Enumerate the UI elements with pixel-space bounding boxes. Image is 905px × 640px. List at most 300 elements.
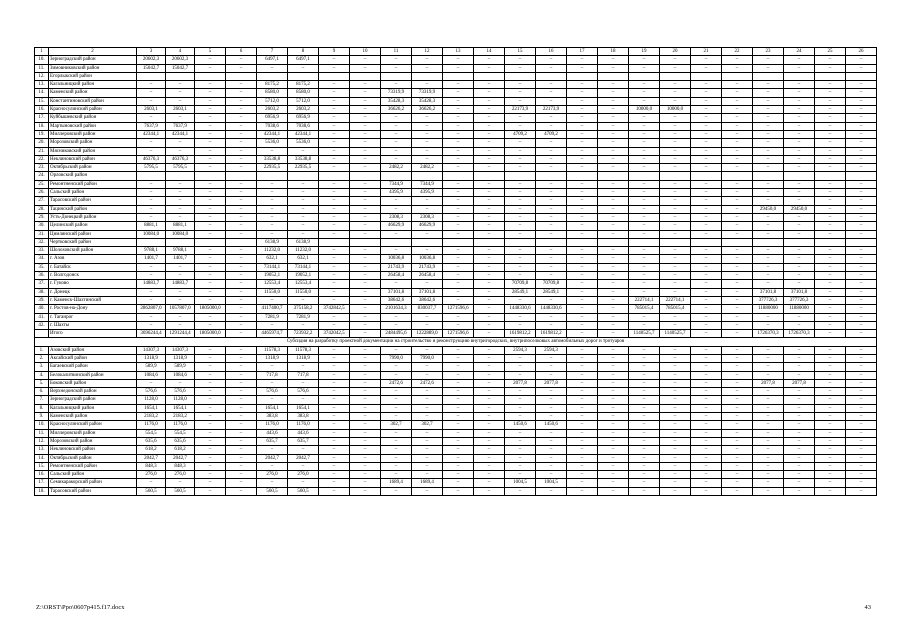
value-cell: – (536, 413, 567, 421)
row-number-cell: 27. (35, 197, 49, 205)
value-cell: – (660, 437, 691, 445)
value-cell: – (815, 321, 846, 329)
value-cell: 8 (288, 48, 319, 56)
table-row (35, 363, 877, 371)
value-cell: – (350, 164, 381, 172)
value-cell: – (598, 321, 629, 329)
value-cell: – (598, 288, 629, 296)
value-cell: 589,9 (137, 363, 166, 371)
value-cell: – (629, 363, 660, 371)
value-cell: – (505, 396, 536, 404)
value-cell: – (722, 205, 753, 213)
value-cell: – (567, 213, 598, 221)
value-cell: – (660, 205, 691, 213)
value-cell: – (166, 272, 195, 280)
value-cell: – (815, 106, 846, 114)
value-cell (691, 72, 722, 80)
value-cell (137, 172, 166, 180)
value-cell: 6956,9 (288, 114, 319, 122)
value-cell: 1805000,0 (195, 330, 226, 338)
value-cell: – (784, 479, 815, 487)
value-cell: – (598, 197, 629, 205)
value-cell: – (474, 454, 505, 462)
value-cell: – (598, 130, 629, 138)
table-row (35, 81, 877, 89)
value-cell: – (846, 462, 877, 470)
value-cell: – (567, 130, 598, 138)
value-cell: – (660, 255, 691, 263)
value-cell: – (598, 330, 629, 338)
value-cell: – (443, 147, 474, 155)
value-cell: 46376,3 (137, 155, 166, 163)
value-cell: – (815, 164, 846, 172)
value-cell: – (691, 296, 722, 304)
value-cell: – (567, 313, 598, 321)
value-cell: – (753, 213, 784, 221)
value-cell: 1128,0 (166, 396, 195, 404)
value-cell: – (474, 147, 505, 155)
value-cell: – (319, 106, 350, 114)
value-cell: – (753, 139, 784, 147)
value-cell: 618,2 (166, 446, 195, 454)
value-cell: 73319,9 (381, 89, 412, 97)
value-cell: – (629, 288, 660, 296)
value-cell: – (815, 222, 846, 230)
value-cell: – (567, 164, 598, 172)
value-cell: – (443, 97, 474, 105)
value-cell: – (722, 81, 753, 89)
value-cell: – (753, 404, 784, 412)
value-cell: – (815, 89, 846, 97)
value-cell: – (846, 305, 877, 313)
value-cell (381, 72, 412, 80)
value-cell (412, 238, 443, 246)
value-cell: – (319, 81, 350, 89)
value-cell (319, 172, 350, 180)
value-cell: – (815, 371, 846, 379)
value-cell: – (784, 272, 815, 280)
value-cell: – (846, 272, 877, 280)
table-row (35, 272, 877, 280)
value-cell: – (412, 321, 443, 329)
value-cell (443, 172, 474, 180)
row-number-cell: 24. (35, 172, 49, 180)
value-cell: – (226, 471, 257, 479)
value-cell: 28549,1 (536, 288, 567, 296)
value-cell: – (288, 180, 319, 188)
value-cell: – (815, 213, 846, 221)
value-cell: 560,5 (288, 487, 319, 495)
district-name-cell: г. Шахты (49, 321, 137, 329)
value-cell: – (536, 263, 567, 271)
value-cell: – (722, 296, 753, 304)
value-cell: – (288, 446, 319, 454)
value-cell: – (846, 363, 877, 371)
value-cell: – (505, 247, 536, 255)
value-cell (350, 72, 381, 80)
value-cell: 785015,4 (660, 305, 691, 313)
value-cell: – (412, 462, 443, 470)
value-cell: – (319, 272, 350, 280)
value-cell: – (319, 280, 350, 288)
value-cell: – (691, 164, 722, 172)
value-cell: 11550,0 (257, 288, 288, 296)
value-cell: – (846, 396, 877, 404)
value-cell: – (660, 363, 691, 371)
value-cell: 21743,9 (412, 263, 443, 271)
value-cell: – (629, 313, 660, 321)
value-cell: – (474, 346, 505, 354)
value-cell: – (691, 421, 722, 429)
district-name-cell: Тарасовский район (49, 487, 137, 495)
value-cell: – (722, 222, 753, 230)
value-cell: – (474, 255, 505, 263)
value-cell: – (753, 56, 784, 64)
value-cell: – (474, 404, 505, 412)
district-name-cell: Константиновский район (49, 97, 137, 105)
value-cell: – (536, 164, 567, 172)
value-cell: 2183,2 (166, 413, 195, 421)
value-cell: – (319, 404, 350, 412)
value-cell: – (350, 139, 381, 147)
value-cell: – (598, 106, 629, 114)
value-cell: – (629, 462, 660, 470)
value-cell: 8175,2 (288, 81, 319, 89)
value-cell: – (815, 205, 846, 213)
value-cell: – (722, 354, 753, 362)
value-cell: – (195, 437, 226, 445)
value-cell: – (815, 379, 846, 387)
value-cell: – (319, 388, 350, 396)
value-cell: – (474, 222, 505, 230)
value-cell: 1004,5 (536, 479, 567, 487)
value-cell: – (567, 255, 598, 263)
value-cell: – (505, 56, 536, 64)
value-cell: – (846, 130, 877, 138)
value-cell: – (598, 446, 629, 454)
table-row (35, 205, 877, 213)
value-cell: – (629, 413, 660, 421)
value-cell: – (166, 97, 195, 105)
value-cell: 2484495,6 (381, 330, 412, 338)
value-cell (691, 172, 722, 180)
row-number-cell: 13. (35, 446, 49, 454)
value-cell: – (846, 388, 877, 396)
row-number-cell: 30. (35, 222, 49, 230)
value-cell (195, 72, 226, 80)
value-cell: – (629, 56, 660, 64)
table-row (35, 296, 877, 304)
district-name-cell: г. Донецк (49, 288, 137, 296)
value-cell: – (660, 114, 691, 122)
value-cell: – (443, 197, 474, 205)
value-cell: – (381, 114, 412, 122)
value-cell: – (722, 363, 753, 371)
value-cell: – (722, 487, 753, 495)
value-cell: – (412, 363, 443, 371)
value-cell: 1222889,0 (412, 330, 443, 338)
value-cell: – (474, 139, 505, 147)
row-number-cell: 14. (35, 89, 49, 97)
value-cell: – (536, 313, 567, 321)
value-cell: – (474, 180, 505, 188)
value-cell: 2042,7 (137, 454, 166, 462)
value-cell: – (846, 255, 877, 263)
value-cell: 37101,8 (753, 288, 784, 296)
value-cell: – (598, 429, 629, 437)
value-cell: – (288, 197, 319, 205)
value-cell: – (443, 180, 474, 188)
value-cell: – (443, 155, 474, 163)
value-cell: – (226, 413, 257, 421)
value-cell: 4395,9 (412, 189, 443, 197)
value-cell: – (815, 81, 846, 89)
value-cell: – (505, 313, 536, 321)
value-cell: – (195, 454, 226, 462)
value-cell: – (567, 371, 598, 379)
table-row (35, 429, 877, 437)
value-cell: – (660, 197, 691, 205)
value-cell: – (784, 247, 815, 255)
district-name-cell: Азовский район (49, 346, 137, 354)
value-cell: – (226, 363, 257, 371)
value-cell: 1805000,0 (195, 305, 226, 313)
value-cell: – (350, 396, 381, 404)
value-cell: – (753, 114, 784, 122)
value-cell: – (536, 222, 567, 230)
value-cell: – (598, 97, 629, 105)
value-cell: – (474, 272, 505, 280)
value-cell: – (350, 296, 381, 304)
value-cell: – (753, 454, 784, 462)
value-cell: – (784, 114, 815, 122)
value-cell: – (319, 471, 350, 479)
value-cell: – (350, 180, 381, 188)
value-cell: 33538,8 (257, 155, 288, 163)
value-cell: – (846, 164, 877, 172)
value-cell: – (226, 114, 257, 122)
value-cell: – (195, 155, 226, 163)
value-cell: – (474, 197, 505, 205)
value-cell: – (226, 106, 257, 114)
value-cell: – (691, 255, 722, 263)
value-cell: – (784, 180, 815, 188)
value-cell: – (443, 230, 474, 238)
value-cell: – (226, 263, 257, 271)
value-cell: – (846, 180, 877, 188)
value-cell: 42344,1 (288, 130, 319, 138)
value-cell: – (443, 64, 474, 72)
value-cell: – (722, 413, 753, 421)
table-row (35, 130, 877, 138)
value-cell: – (691, 487, 722, 495)
value-cell: – (784, 255, 815, 263)
row-number-cell: 22. (35, 155, 49, 163)
value-cell: – (722, 56, 753, 64)
value-cell: – (226, 272, 257, 280)
value-cell: – (474, 363, 505, 371)
district-name-cell: Зерноградский район (49, 56, 137, 64)
value-cell: – (536, 404, 567, 412)
value-cell: 618,2 (137, 446, 166, 454)
value-cell: – (846, 122, 877, 130)
value-cell: 635,7 (257, 437, 288, 445)
value-cell: – (567, 354, 598, 362)
value-cell: – (691, 454, 722, 462)
value-cell: – (567, 404, 598, 412)
value-cell: – (536, 89, 567, 97)
value-cell: 1318,9 (288, 354, 319, 362)
district-name-cell: Итого (49, 330, 137, 338)
value-cell: – (598, 487, 629, 495)
value-cell: – (412, 81, 443, 89)
value-cell: 11232,0 (288, 247, 319, 255)
value-cell: – (319, 446, 350, 454)
value-cell: – (784, 404, 815, 412)
value-cell: – (505, 321, 536, 329)
value-cell: 22173,9 (536, 106, 567, 114)
value-cell: – (166, 379, 195, 387)
value-cell: – (536, 446, 567, 454)
value-cell: – (567, 363, 598, 371)
value-cell: – (319, 413, 350, 421)
value-cell: – (412, 454, 443, 462)
value-cell: 8881,1 (166, 222, 195, 230)
value-cell: – (691, 371, 722, 379)
district-name-cell: г. Таганрог (49, 313, 137, 321)
value-cell: – (381, 247, 412, 255)
value-cell: – (381, 147, 412, 155)
value-cell: – (815, 313, 846, 321)
district-name-cell: Неклиновский район (49, 446, 137, 454)
district-name-cell: Каменский район (49, 89, 137, 97)
value-cell: – (350, 114, 381, 122)
table-row (35, 346, 877, 354)
value-cell: – (412, 147, 443, 155)
value-cell: – (567, 147, 598, 155)
value-cell: – (598, 396, 629, 404)
value-cell: – (660, 487, 691, 495)
value-cell: – (598, 388, 629, 396)
value-cell: – (784, 106, 815, 114)
value-cell (722, 238, 753, 246)
value-cell: – (226, 213, 257, 221)
value-cell: 1318,9 (166, 354, 195, 362)
value-cell: 2603,1 (137, 106, 166, 114)
value-cell: – (195, 429, 226, 437)
value-cell: – (567, 321, 598, 329)
value-cell: – (629, 89, 660, 97)
value-cell: 18 (598, 48, 629, 56)
value-cell: – (226, 247, 257, 255)
value-cell: 4117400,7 (257, 305, 288, 313)
value-cell: – (598, 272, 629, 280)
value-cell: – (753, 147, 784, 155)
value-cell: – (257, 213, 288, 221)
value-cell: – (319, 346, 350, 354)
value-cell: – (226, 404, 257, 412)
value-cell: – (629, 247, 660, 255)
value-cell: 443,6 (257, 429, 288, 437)
value-cell: – (412, 64, 443, 72)
table-row (35, 371, 877, 379)
value-cell: – (195, 64, 226, 72)
value-cell: – (536, 139, 567, 147)
value-cell: – (598, 454, 629, 462)
value-cell: 15042,7 (166, 64, 195, 72)
table-row (35, 413, 877, 421)
value-cell: – (598, 479, 629, 487)
value-cell: – (567, 272, 598, 280)
table-row (35, 247, 877, 255)
value-cell: 20602,3 (137, 56, 166, 64)
value-cell: – (784, 471, 815, 479)
value-cell: – (567, 155, 598, 163)
value-cell: 26458,4 (412, 272, 443, 280)
value-cell: – (815, 454, 846, 462)
value-cell: – (443, 164, 474, 172)
value-cell: 848,3 (166, 462, 195, 470)
value-cell: – (722, 479, 753, 487)
value-cell: – (691, 189, 722, 197)
value-cell: – (226, 139, 257, 147)
value-cell: – (195, 471, 226, 479)
value-cell: 10 (350, 48, 381, 56)
value-cell: – (195, 56, 226, 64)
value-cell: – (412, 56, 443, 64)
value-cell: – (567, 330, 598, 338)
value-cell: – (195, 230, 226, 238)
value-cell: – (660, 222, 691, 230)
value-cell: – (536, 388, 567, 396)
value-cell: – (195, 313, 226, 321)
value-cell: – (137, 197, 166, 205)
value-cell: 3 (137, 48, 166, 56)
value-cell: 2472,6 (381, 379, 412, 387)
value-cell: 16 (536, 48, 567, 56)
value-cell: – (195, 446, 226, 454)
value-cell: – (536, 429, 567, 437)
value-cell: – (381, 437, 412, 445)
value-cell: – (815, 197, 846, 205)
value-cell: – (567, 205, 598, 213)
page-number: 43 (864, 604, 871, 611)
value-cell: – (226, 371, 257, 379)
value-cell: – (691, 197, 722, 205)
value-cell: – (319, 487, 350, 495)
value-cell: – (598, 180, 629, 188)
value-cell: 1271596,6 (443, 330, 474, 338)
value-cell (257, 72, 288, 80)
table-row (35, 421, 877, 429)
value-cell: – (815, 462, 846, 470)
row-number-cell: 11. (35, 429, 49, 437)
value-cell: – (598, 247, 629, 255)
value-cell (474, 72, 505, 80)
row-number-cell: 23. (35, 164, 49, 172)
value-cell: – (815, 296, 846, 304)
value-cell: – (660, 147, 691, 155)
value-cell: – (319, 421, 350, 429)
table-row (35, 155, 877, 163)
value-cell: 26458,4 (381, 272, 412, 280)
value-cell: – (226, 388, 257, 396)
value-cell: – (567, 421, 598, 429)
value-cell: – (226, 64, 257, 72)
value-cell: – (195, 180, 226, 188)
value-cell: – (753, 247, 784, 255)
district-name-cell: Мартыновский район (49, 122, 137, 130)
